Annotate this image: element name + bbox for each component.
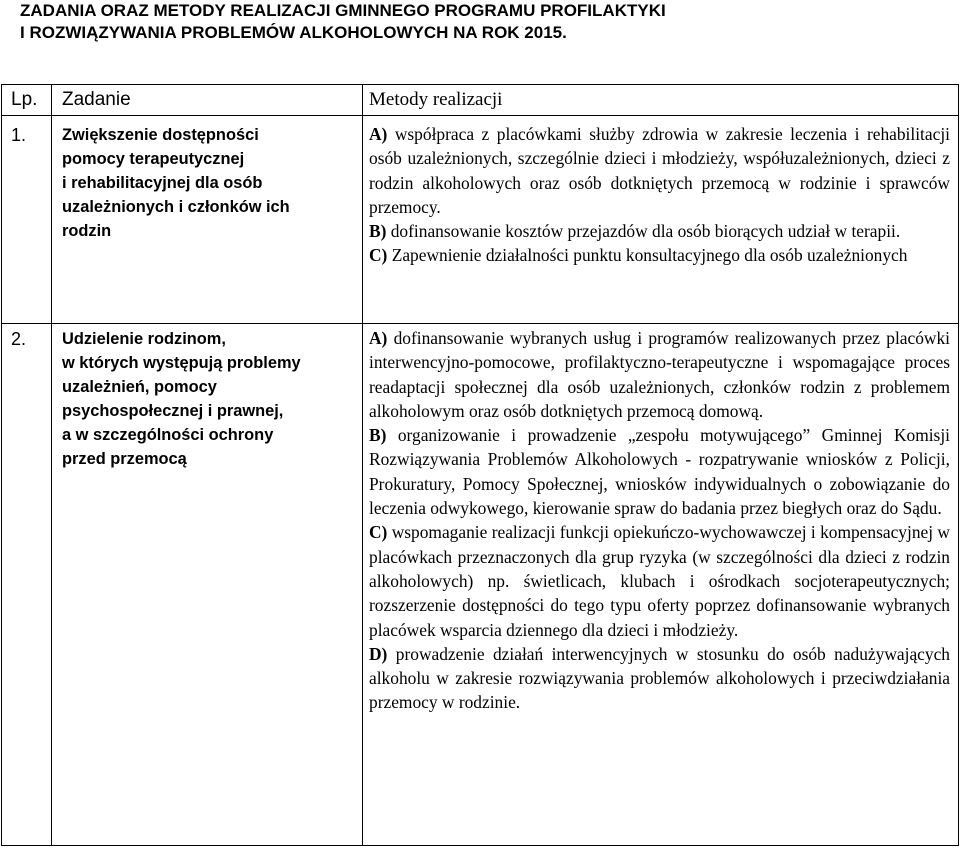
method-label: C): [369, 245, 388, 266]
header-task: Zadanie: [52, 85, 363, 116]
row-number: 1.: [2, 116, 52, 324]
method-label: A): [369, 124, 388, 144]
method-text: organizowanie i prowadzenie „zespołu motywującego” Gminnej Komisji Rozwiązywania Problemów Alkoholowych - rozpatrywanie wniosków z Policji, Prokuratury, Pomocy Społecznej, wniosków indywidualnych o zobowiązanie do leczenia odwykowego, kierowanie spraw do badania przez biegłych oraz do Sądu.: [369, 425, 950, 519]
method-label: D): [369, 643, 388, 664]
method-text: współpraca z placówkami służby zdrowia w zakresie leczenia i rehabilitacji osób uzależnionych, szczególnie dzieci i młodzieży, współuzależnionych, dzieci z rodzin alkoholowych oraz osób dotkniętych przemocą w rodzinie i sprawców przemocy.: [369, 124, 950, 217]
method-label: A): [369, 328, 388, 348]
method-item: [369, 122, 950, 219]
row-number: 2.: [2, 324, 52, 846]
table-header-row: [2, 85, 959, 116]
title-line-1: ZADANIA ORAZ METODY REALIZACJI GMINNEGO PROGRAMU PROFILAKTYKI: [20, 1, 666, 20]
method-text: dofinansowanie wybranych usług i programów realizowanych przez placówki interwencyjno-pomocowe, profilaktyczno-terapeutyczne i wspomagające proces readaptacji społecznej dla osób uzależnionych, członków rodzin z problemem alkoholowym oraz osób dotkniętych przemocą domową.: [369, 328, 950, 421]
method-text: dofinansowanie kosztów przejazdów dla osób biorących udział w terapii.: [386, 221, 901, 242]
methods-cell: [363, 324, 959, 846]
title-line-2: I ROZWIĄZYWANIA PROBLEMÓW ALKOHOLOWYCH NA ROK 2015.: [20, 23, 567, 42]
header-methods: Metody realizacji: [363, 85, 959, 116]
header-lp: Lp.: [2, 85, 52, 116]
task-text: Zwiększenie dostępności pomocy terapeutycznej i rehabilitacyjnej dla osób uzależnionych i członków ich rodzin: [52, 116, 363, 324]
table-row: [2, 324, 959, 846]
method-item: [369, 326, 950, 423]
table-row: [2, 116, 959, 324]
method-item: [369, 520, 950, 641]
method-label: C): [369, 522, 388, 543]
method-item: [369, 642, 950, 715]
method-text: wspomaganie realizacji funkcji opiekuńczo-wychowawczej i kompensacyjnej w placówkach przeznaczonych dla grup ryzyka (w szczególności dla dzieci z rodzin alkoholowych) np. świetlicach, klubach i ośrodkach socjoterapeutycznych; rozszerzenie dostępności do tego typu oferty poprzez dofinansowanie wybranych placówek wsparcia dziennego dla dzieci i młodzieży.: [369, 522, 950, 640]
task-text: Udzielenie rodzinom, w których występują problemy uzależnień, pomocy psychospołecznej i prawnej, a w szczególności ochrony przed przemocą: [52, 324, 363, 846]
tasks-table: [1, 84, 959, 846]
method-label: B): [369, 221, 387, 242]
method-item: [369, 219, 950, 243]
method-item: [369, 423, 950, 520]
method-text: Zapewnienie działalności punktu konsultacyjnego dla osób uzależnionych: [387, 245, 908, 266]
method-label: B): [369, 425, 387, 446]
methods-cell: [363, 116, 959, 324]
document-title: [20, 0, 666, 44]
method-text: prowadzenie działań interwencyjnych w stosunku do osób nadużywających alkoholu w zakresie rozwiązywania problemów alkoholowych i przeciwdziałania przemocy w rodzinie.: [369, 643, 950, 713]
method-item: [369, 243, 950, 267]
